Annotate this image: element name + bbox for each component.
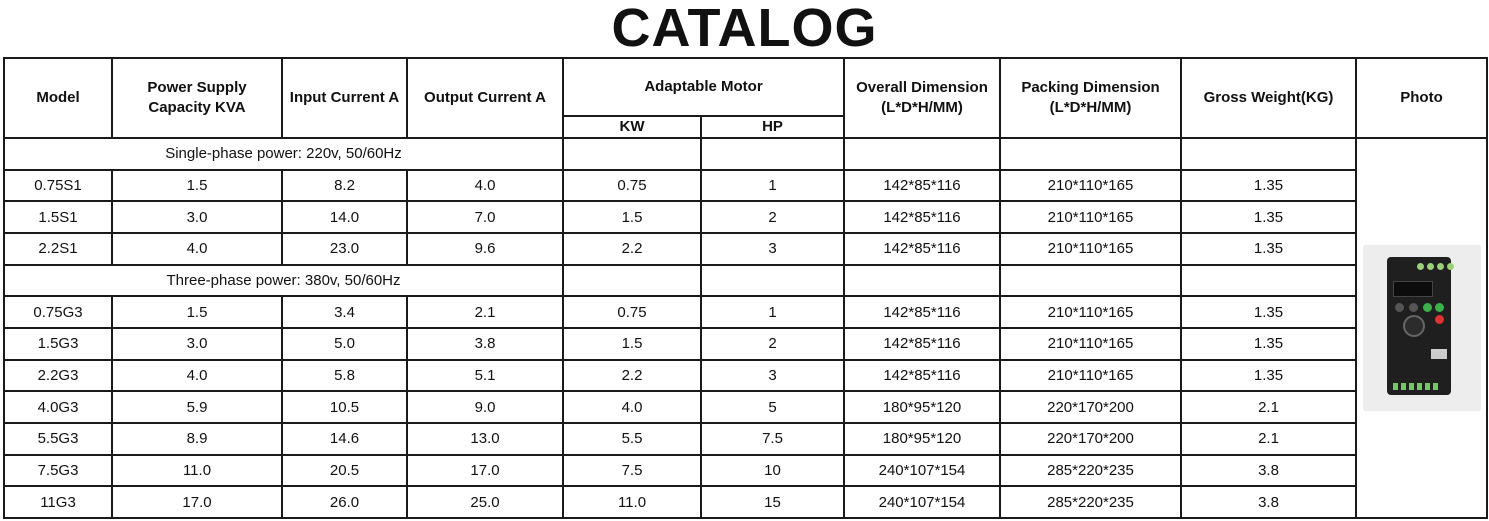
table-row	[4, 201, 1487, 233]
table-row	[4, 296, 1487, 328]
cell-packing: 210*110*165	[1000, 170, 1181, 202]
header-packing-line2: (L*D*H/MM)	[1049, 99, 1132, 116]
cell-hp: 15	[701, 486, 844, 518]
cell-packing: 210*110*165	[1000, 233, 1181, 265]
cell-weight: 1.35	[1181, 170, 1356, 202]
inverter-body	[1387, 257, 1451, 395]
cell-kw: 0.75	[563, 296, 701, 328]
empty-cell	[563, 138, 701, 170]
inverter-display	[1393, 281, 1433, 297]
cell-output: 3.8	[407, 328, 563, 360]
catalog-body	[4, 138, 1487, 518]
cell-overall: 240*107*154	[844, 455, 1000, 487]
inverter-terminals-top	[1417, 263, 1457, 273]
cell-model: 1.5S1	[4, 201, 112, 233]
cell-weight: 3.8	[1181, 455, 1356, 487]
cell-kva: 3.0	[112, 328, 282, 360]
cell-overall: 142*85*116	[844, 296, 1000, 328]
empty-cell	[844, 138, 1000, 170]
cell-hp: 1	[701, 170, 844, 202]
cell-input: 23.0	[282, 233, 407, 265]
empty-cell	[1000, 138, 1181, 170]
header-gross-weight: Gross Weight(KG)	[1181, 58, 1356, 138]
cell-weight: 3.8	[1181, 486, 1356, 518]
cell-overall: 240*107*154	[844, 486, 1000, 518]
empty-cell	[844, 265, 1000, 297]
cell-kva: 4.0	[112, 233, 282, 265]
catalog-title: CATALOG	[611, 0, 878, 58]
cell-overall: 142*85*116	[844, 170, 1000, 202]
cell-input: 8.2	[282, 170, 407, 202]
table-row	[4, 233, 1487, 265]
cell-overall: 142*85*116	[844, 201, 1000, 233]
inverter-label	[1431, 349, 1447, 359]
cell-weight: 2.1	[1181, 423, 1356, 455]
cell-kw: 4.0	[563, 391, 701, 423]
cell-overall: 142*85*116	[844, 233, 1000, 265]
cell-input: 14.0	[282, 201, 407, 233]
header-overall-line1: Overall Dimension	[856, 79, 988, 96]
header-kw: KW	[563, 116, 701, 138]
cell-kw: 2.2	[563, 360, 701, 392]
cell-output: 9.0	[407, 391, 563, 423]
cell-input: 10.5	[282, 391, 407, 423]
empty-cell	[701, 138, 844, 170]
cell-overall: 180*95*120	[844, 391, 1000, 423]
cell-kva: 5.9	[112, 391, 282, 423]
cell-kw: 1.5	[563, 201, 701, 233]
inverter-terminals-bottom	[1393, 383, 1445, 391]
cell-kva: 8.9	[112, 423, 282, 455]
cell-input: 26.0	[282, 486, 407, 518]
cell-model: 7.5G3	[4, 455, 112, 487]
table-row	[4, 455, 1487, 487]
cell-input: 14.6	[282, 423, 407, 455]
cell-model: 2.2G3	[4, 360, 112, 392]
table-row	[4, 486, 1487, 518]
cell-output: 5.1	[407, 360, 563, 392]
cell-weight: 1.35	[1181, 328, 1356, 360]
header-power-supply-line2: Capacity KVA	[148, 99, 246, 116]
cell-input: 5.0	[282, 328, 407, 360]
cell-kva: 17.0	[112, 486, 282, 518]
section-label: Three-phase power: 380v, 50/60Hz	[4, 265, 563, 297]
inverter-knob	[1403, 315, 1425, 337]
cell-hp: 3	[701, 233, 844, 265]
photo-cell	[1356, 138, 1487, 518]
header-adaptable-motor: Adaptable Motor	[563, 58, 844, 116]
cell-packing: 210*110*165	[1000, 201, 1181, 233]
cell-packing: 285*220*235	[1000, 455, 1181, 487]
cell-output: 17.0	[407, 455, 563, 487]
cell-input: 20.5	[282, 455, 407, 487]
cell-output: 4.0	[407, 170, 563, 202]
header-overall-dimension	[844, 58, 1000, 138]
cell-output: 25.0	[407, 486, 563, 518]
cell-overall: 180*95*120	[844, 423, 1000, 455]
table-row	[4, 360, 1487, 392]
cell-kva: 3.0	[112, 201, 282, 233]
cell-overall: 142*85*116	[844, 360, 1000, 392]
cell-hp: 1	[701, 296, 844, 328]
header-input-current: Input Current A	[282, 58, 407, 138]
table-row	[4, 170, 1487, 202]
header-hp: HP	[701, 116, 844, 138]
section-row	[4, 138, 1487, 170]
cell-model: 0.75S1	[4, 170, 112, 202]
header-output-current: Output Current A	[407, 58, 563, 138]
cell-hp: 10	[701, 455, 844, 487]
cell-overall: 142*85*116	[844, 328, 1000, 360]
empty-cell	[701, 265, 844, 297]
empty-cell	[563, 265, 701, 297]
section-label: Single-phase power: 220v, 50/60Hz	[4, 138, 563, 170]
header-power-supply	[112, 58, 282, 138]
cell-packing: 210*110*165	[1000, 360, 1181, 392]
cell-kva: 1.5	[112, 170, 282, 202]
cell-output: 7.0	[407, 201, 563, 233]
empty-cell	[1181, 138, 1356, 170]
cell-model: 1.5G3	[4, 328, 112, 360]
cell-weight: 2.1	[1181, 391, 1356, 423]
cell-model: 0.75G3	[4, 296, 112, 328]
cell-kw: 2.2	[563, 233, 701, 265]
cell-hp: 7.5	[701, 423, 844, 455]
cell-output: 13.0	[407, 423, 563, 455]
header-photo: Photo	[1356, 58, 1487, 138]
empty-cell	[1000, 265, 1181, 297]
cell-packing: 210*110*165	[1000, 296, 1181, 328]
inverter-photo-icon	[1363, 245, 1481, 411]
catalog-table	[3, 57, 1488, 519]
cell-weight: 1.35	[1181, 233, 1356, 265]
cell-kva: 11.0	[112, 455, 282, 487]
cell-model: 4.0G3	[4, 391, 112, 423]
cell-hp: 5	[701, 391, 844, 423]
cell-packing: 220*170*200	[1000, 423, 1181, 455]
cell-hp: 2	[701, 201, 844, 233]
table-row	[4, 391, 1487, 423]
cell-packing: 210*110*165	[1000, 328, 1181, 360]
cell-kva: 4.0	[112, 360, 282, 392]
cell-packing: 285*220*235	[1000, 486, 1181, 518]
header-packing-dimension	[1000, 58, 1181, 138]
cell-kw: 7.5	[563, 455, 701, 487]
cell-model: 5.5G3	[4, 423, 112, 455]
header-packing-line1: Packing Dimension	[1021, 79, 1160, 96]
cell-output: 9.6	[407, 233, 563, 265]
cell-weight: 1.35	[1181, 201, 1356, 233]
cell-output: 2.1	[407, 296, 563, 328]
cell-kw: 5.5	[563, 423, 701, 455]
table-row	[4, 423, 1487, 455]
cell-kw: 0.75	[563, 170, 701, 202]
header-model: Model	[4, 58, 112, 138]
cell-model: 2.2S1	[4, 233, 112, 265]
cell-kw: 1.5	[563, 328, 701, 360]
cell-input: 3.4	[282, 296, 407, 328]
cell-hp: 2	[701, 328, 844, 360]
cell-packing: 220*170*200	[1000, 391, 1181, 423]
cell-input: 5.8	[282, 360, 407, 392]
empty-cell	[1181, 265, 1356, 297]
cell-weight: 1.35	[1181, 296, 1356, 328]
cell-hp: 3	[701, 360, 844, 392]
header-overall-line2: (L*D*H/MM)	[881, 99, 963, 116]
table-row	[4, 328, 1487, 360]
header-power-supply-line1: Power Supply	[147, 79, 247, 96]
section-row	[4, 265, 1487, 297]
cell-kva: 1.5	[112, 296, 282, 328]
cell-weight: 1.35	[1181, 360, 1356, 392]
cell-model: 11G3	[4, 486, 112, 518]
cell-kw: 11.0	[563, 486, 701, 518]
